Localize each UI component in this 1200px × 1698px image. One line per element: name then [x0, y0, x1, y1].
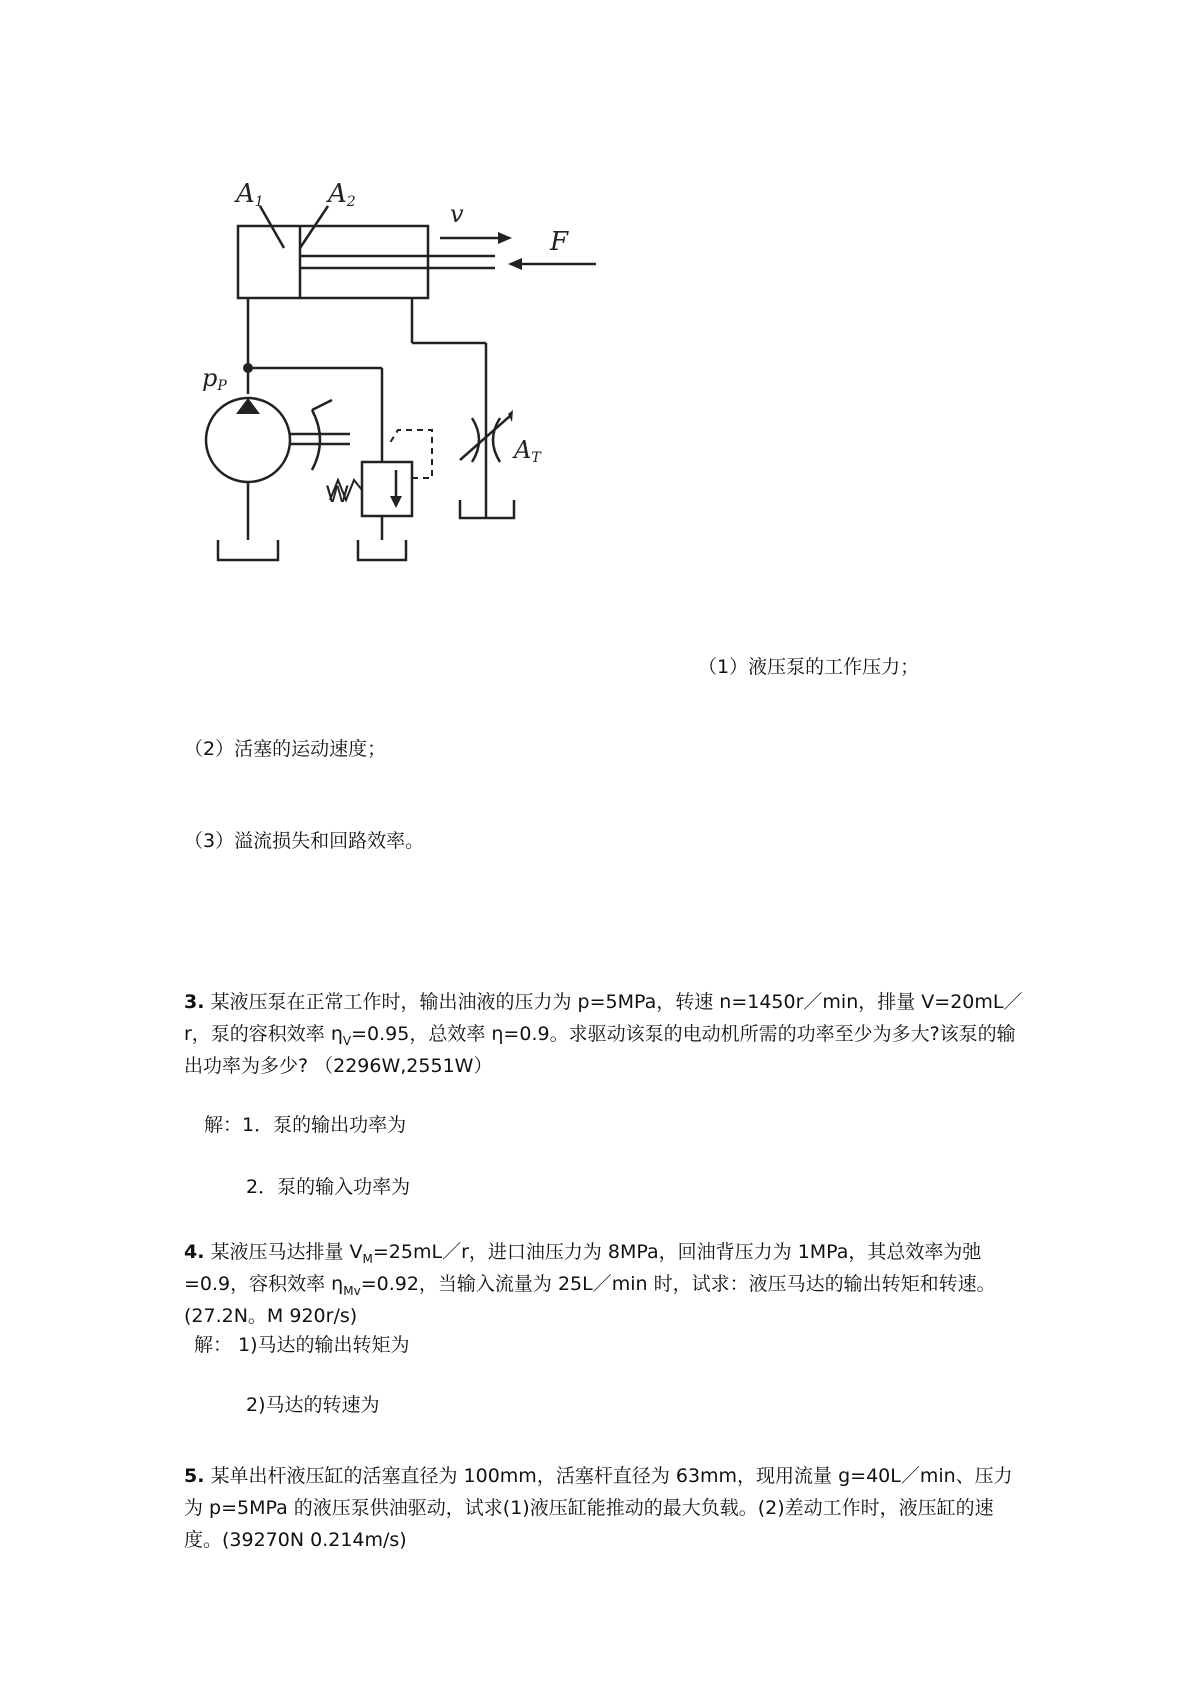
pressure-node [243, 363, 253, 373]
cylinder-body [238, 226, 428, 298]
item-2: （2）活塞的运动速度； [184, 738, 387, 760]
relief-valve [362, 462, 412, 516]
q3-solution-1: 解：1．泵的输出功率为 [204, 1114, 407, 1136]
spring-label: W [326, 481, 349, 508]
circuit-svg [200, 178, 670, 638]
q4-solution-2: 2)马达的转速为 [246, 1394, 380, 1416]
tank-pump [218, 540, 278, 560]
tank-relief [358, 540, 406, 560]
item-3: （3）溢流损失和回路效率。 [184, 830, 425, 852]
q4-solution-1: 解： 1)马达的输出转矩为 [194, 1334, 410, 1356]
hydraulic-circuit-diagram [200, 178, 670, 638]
question-3: 3. 某液压泵在正常工作时，输出油液的压力为 p=5MPa，转速 n=1450r／min，排量 V=20mL／r，泵的容积效率 $\eta_V=0.95$，总效率 η=0.9。求驱动该泵的电动机所需的功率至少为多大?该泵的输出功率为多少? （2296W,2551W） [184, 991, 1023, 1077]
pump-triangle [236, 398, 260, 414]
svg-text:A2: A2 [328, 179, 356, 210]
svg-text:A1: A1 [236, 179, 264, 210]
item-1: （1）液压泵的工作压力； [698, 656, 920, 678]
svg-text:pP: pP [202, 364, 227, 394]
throttle-valve [472, 418, 479, 462]
velocity-label: v [450, 200, 464, 228]
q3-solution-2: 2．泵的输入功率为 [246, 1176, 411, 1198]
question-4: 4. 某液压马达排量 $V_M=25mL/r$，进口油压力为 8MPa，回油背压力为 1MPa，其总效率为弛=0.9，容积效率 $\eta_{Mv}=0.92$，当输入流量为 25L／min 时，试求：液压马达的输出转矩和转速。(27.2N。M 920r/s) [184, 1241, 996, 1327]
force-label: F [550, 227, 569, 257]
question-5: 5. 某单出杆液压缸的活塞直径为 100mm，活塞杆直径为 63mm，现用流量 g=40L／min、压力为 p=5MPa 的液压泵供油驱动，试求(1)液压缸能推动的最大负载。(2)差动工作时，液压缸的速度。(39270N 0.214m/s) [184, 1465, 1013, 1551]
svg-text:AT: AT [514, 436, 541, 466]
